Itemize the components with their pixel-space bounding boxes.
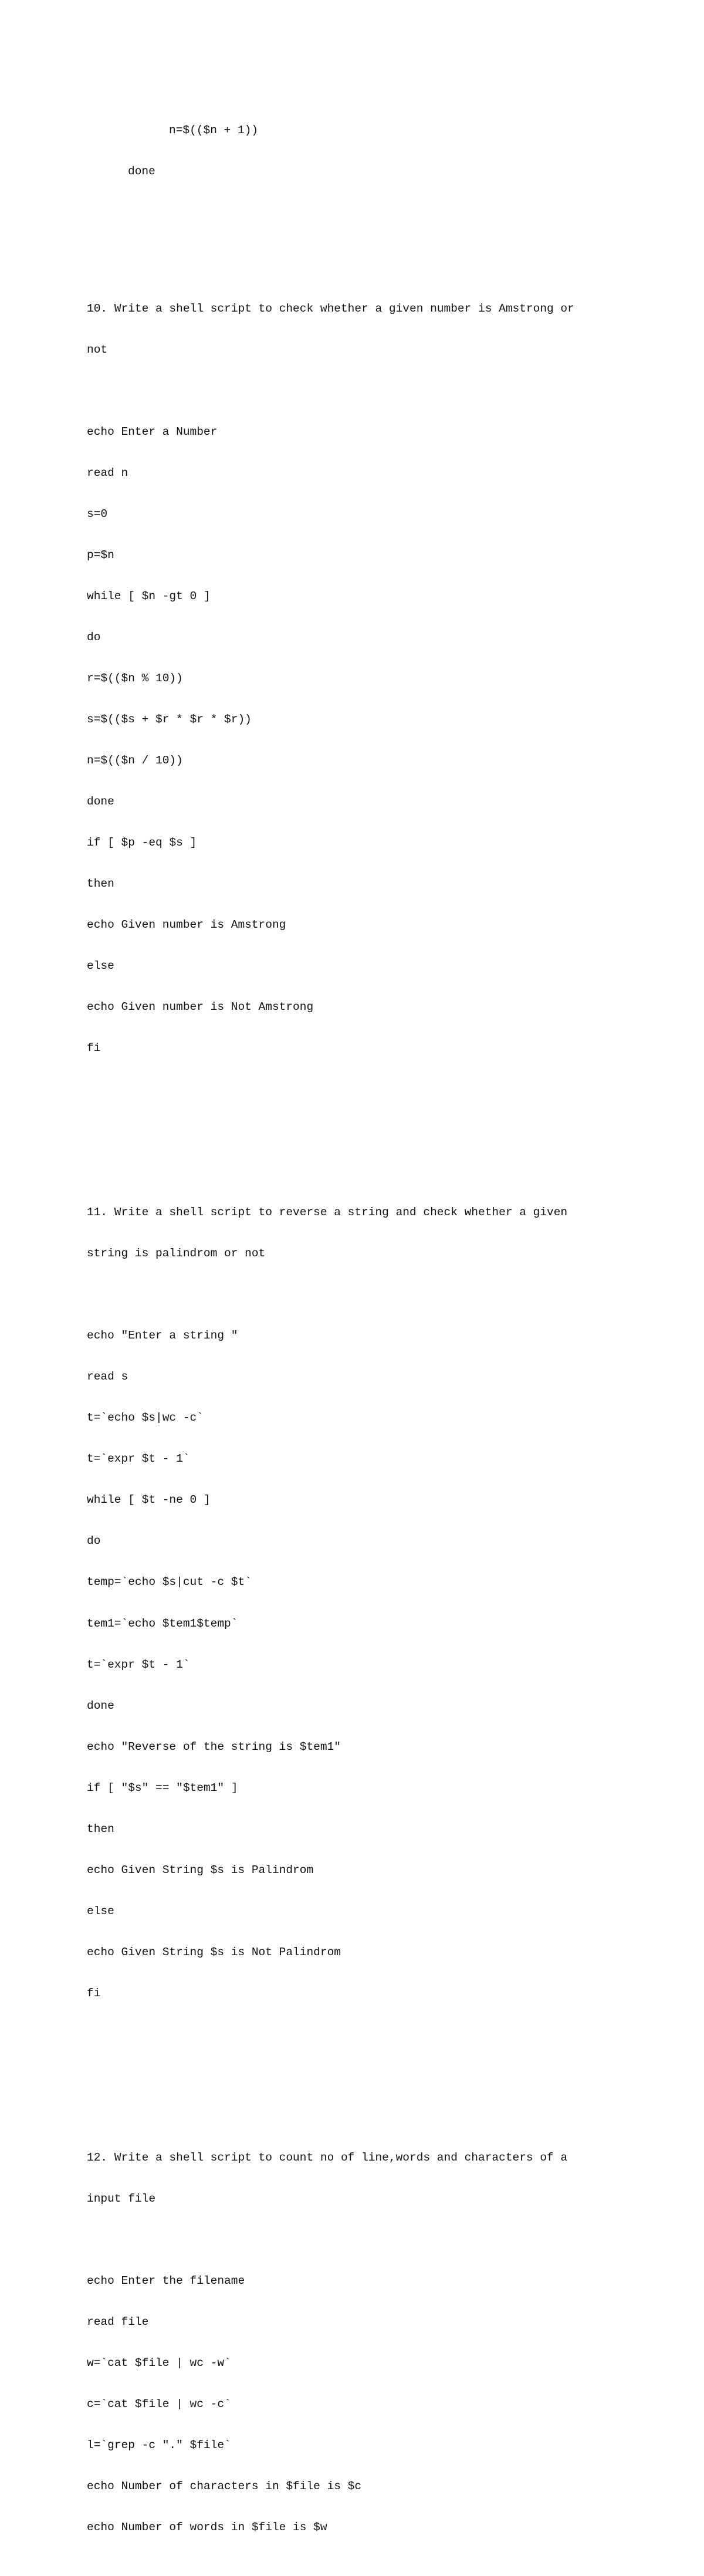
code-line: echo Given String $s is Palindrom — [87, 1863, 314, 1877]
section-heading: 10. Write a shell script to check whether a given number is Amstrong or — [87, 302, 574, 315]
section-heading: 12. Write a shell script to count no of line,words and characters of a — [87, 2151, 568, 2164]
code-line: then — [87, 1822, 114, 1835]
code-line: s=0 — [87, 507, 108, 520]
code-line: t=`expr $t - 1` — [87, 1452, 190, 1466]
blank-line — [87, 1110, 673, 1124]
code-line: t=`echo $s|wc -c` — [87, 1411, 204, 1425]
code-line: temp=`echo $s|cut -c $t` — [87, 1576, 252, 1589]
code-line: n=$(($n / 10)) — [87, 753, 183, 767]
code-line: else — [87, 959, 114, 972]
code-line: do — [87, 1534, 101, 1548]
code-line: echo Given number is Amstrong — [87, 918, 286, 931]
section-12 — [87, 2124, 673, 2562]
code-line: c=`cat $file | wc -c` — [87, 2398, 231, 2411]
code-line: do — [87, 630, 101, 644]
code-line: echo Number of words in $file is $w — [87, 2521, 327, 2534]
document-page — [87, 83, 673, 2576]
code-line: n=$(($n + 1)) — [169, 124, 259, 137]
code-line: done — [87, 795, 114, 808]
code-line: read s — [87, 1370, 128, 1384]
code-line: echo "Enter a string " — [87, 1329, 238, 1343]
code-line: r=$(($n % 10)) — [87, 671, 183, 685]
code-line: fi — [87, 1042, 101, 1055]
code-line: fi — [87, 1986, 101, 2000]
blank-line — [87, 1288, 673, 1301]
blank-line — [87, 384, 673, 398]
blank-line — [87, 2233, 673, 2247]
code-line: w=`cat $file | wc -w` — [87, 2357, 231, 2370]
code-line: echo "Reverse of the string is $tem1" — [87, 1740, 341, 1753]
code-line: read n — [87, 466, 128, 479]
section-heading: string is palindrom or not — [87, 1247, 266, 1260]
section-10 — [87, 275, 673, 1083]
code-line: while [ $n -gt 0 ] — [87, 589, 211, 603]
code-line: done — [128, 165, 155, 178]
code-line: then — [87, 877, 114, 890]
code-line: echo Number of characters in $file is $c — [87, 2480, 362, 2493]
code-line: while [ $t -ne 0 ] — [87, 1493, 211, 1507]
code-line: else — [87, 1904, 114, 1918]
code-line: p=$n — [87, 548, 114, 562]
code-line: read file — [87, 2315, 149, 2329]
code-line: tem1=`echo $tem1$temp` — [87, 1617, 238, 1630]
blank-line — [87, 2056, 673, 2069]
code-line: echo Given number is Not Amstrong — [87, 1000, 314, 1014]
blank-line — [87, 206, 673, 219]
code-line: echo Given String $s is Not Palindrom — [87, 1945, 341, 1959]
code-line: done — [87, 1699, 114, 1712]
code-line: echo Enter the filename — [87, 2274, 245, 2287]
section-heading: 11. Write a shell script to reverse a string and check whether a given — [87, 1206, 568, 1219]
section-heading: not — [87, 343, 108, 356]
section-heading: input file — [87, 2192, 156, 2205]
code-line: if [ $p -eq $s ] — [87, 836, 197, 849]
section-11 — [87, 1179, 673, 2028]
code-line: echo Enter a Number — [87, 425, 218, 438]
code-line: if [ "$s" == "$tem1" ] — [87, 1781, 238, 1794]
code-line: t=`expr $t - 1` — [87, 1658, 190, 1671]
code-line: s=$(($s + $r * $r * $r)) — [87, 712, 252, 726]
code-line: l=`grep -c "." $file` — [87, 2439, 231, 2452]
